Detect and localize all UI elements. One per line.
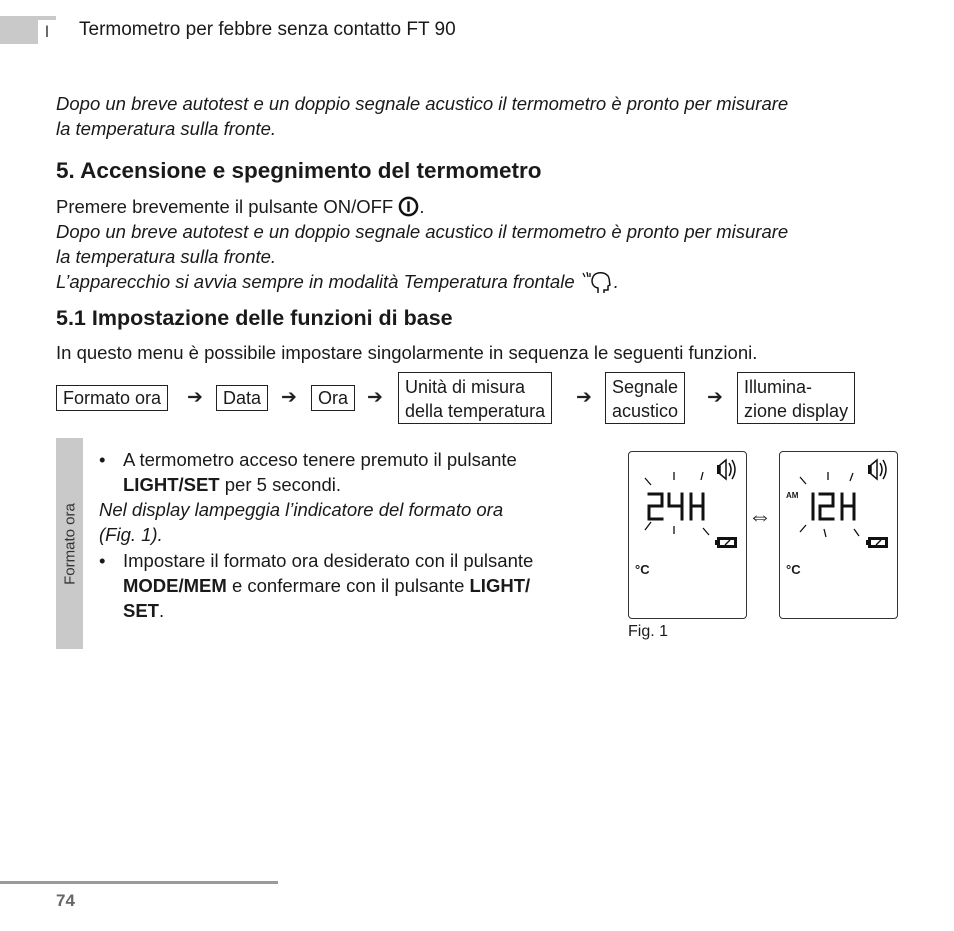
lcd-display-24h [628,451,747,619]
note-line-2: (Fig. 1). [99,524,163,545]
intro-paragraph [56,91,906,141]
mode-paragraph [56,269,906,295]
flow-step-ora: Ora [311,385,355,411]
mode-text: L’apparecchio si avvia sempre in modalità Temperatura frontale [56,271,575,292]
mode-end: . [613,271,619,292]
battery-icon [715,537,737,548]
button-name-light-set: SET [123,600,159,621]
flow-step-formato-ora: Formato ora [56,385,168,411]
bullet-dot: • [99,550,106,571]
section-5-1-intro: In questo menu è possibile impostare singolarmente in sequenza le seguenti funzioni. [56,342,758,363]
bullet-text-part: per 5 secondi. [219,474,341,495]
am-indicator: AM [786,491,799,500]
flow-step-unita-di-misura [398,372,552,424]
flow-step-line: zione display [744,401,849,421]
lcd-12h-segments [780,452,896,617]
lcd-24h-value [0,0,1,1]
segment-digits [649,494,703,519]
flow-arrow: ➔ [707,387,723,408]
button-name-mode-mem: MODE/MEM [123,575,227,596]
flow-arrow: ➔ [367,387,383,408]
autotest-line-2: la temperatura sulla fronte. [56,246,277,267]
autotest-line-1: Dopo un breve autotest e un doppio segnale acustico il termometro è pronto per misurare [56,221,789,242]
intro-line-2: la temperatura sulla fronte. [56,118,277,139]
swap-arrow-icon: ⇔ [748,503,772,530]
press-end: . [419,196,425,217]
speaker-icon [868,460,886,479]
side-tab-label: Formato ora [61,502,78,585]
bullet-text-part: A termometro acceso tenere premuto il pulsante [123,449,517,470]
flow-arrow: ➔ [281,387,297,408]
bullet-item [99,447,599,497]
flow-step-line: Segnale [612,377,679,397]
language-code: I [38,20,56,44]
forehead-mode-icon [580,269,614,295]
press-text: Premere brevemente il pulsante ON/OFF [56,196,394,217]
section-5-1-heading: 5.1 Impostazione delle funzioni di base [56,306,453,330]
flow-step-line: della temperatura [405,401,546,421]
page-number: 74 [56,891,75,910]
bullet-text-part: Impostare il formato ora desiderato con il pulsante [123,550,534,571]
button-name-light-set: LIGHT/SET [123,474,220,495]
bullet-text-part: e confermare con il pulsante [226,575,470,596]
note-paragraph [99,497,599,547]
bullet-text [99,447,599,497]
flow-step-line: Unità di misura [405,377,526,397]
flow-step-line: acustico [612,401,679,421]
bullet-dot: • [99,449,106,470]
celsius-unit: °C [786,562,801,577]
bullet-text [99,548,599,623]
side-tab-formato-ora [56,438,83,649]
section-5-heading: 5. Accensione e spegnimento del termometro [56,158,542,183]
function-sequence-flow [56,372,876,424]
intro-line-1: Dopo un breve autotest e un doppio segnale acustico il termometro è pronto per misurare [56,93,789,114]
flow-step-illuminazione-display [737,372,855,424]
flow-arrow: ➔ [576,387,592,408]
note-line-1: Nel display lampeggia l’indicatore del formato ora [99,499,504,520]
flow-step-data: Data [216,385,268,411]
page-header-title: Termometro per febbre senza contatto FT 90 [79,19,456,40]
press-instruction [56,194,906,219]
flow-step-segnale-acustico [605,372,685,424]
autotest-paragraph [56,219,906,269]
battery-icon [866,537,888,548]
lcd-display-12h [779,451,898,619]
button-name-light-set: LIGHT/ [469,575,531,596]
language-tab [0,16,56,44]
bullet-item [99,548,599,623]
segment-digits [813,494,854,519]
lcd-12h-value [0,0,1,1]
celsius-unit: °C [635,562,650,577]
figure-caption: Fig. 1 [628,623,669,640]
power-icon [398,196,419,217]
lcd-24h-segments [629,452,745,617]
footer-divider [0,881,278,884]
flow-step-line: Illumina- [744,377,813,397]
flow-arrow: ➔ [187,387,203,408]
speaker-icon [717,460,735,479]
blink-rays [645,472,709,535]
bullet-text-part: . [158,600,165,621]
